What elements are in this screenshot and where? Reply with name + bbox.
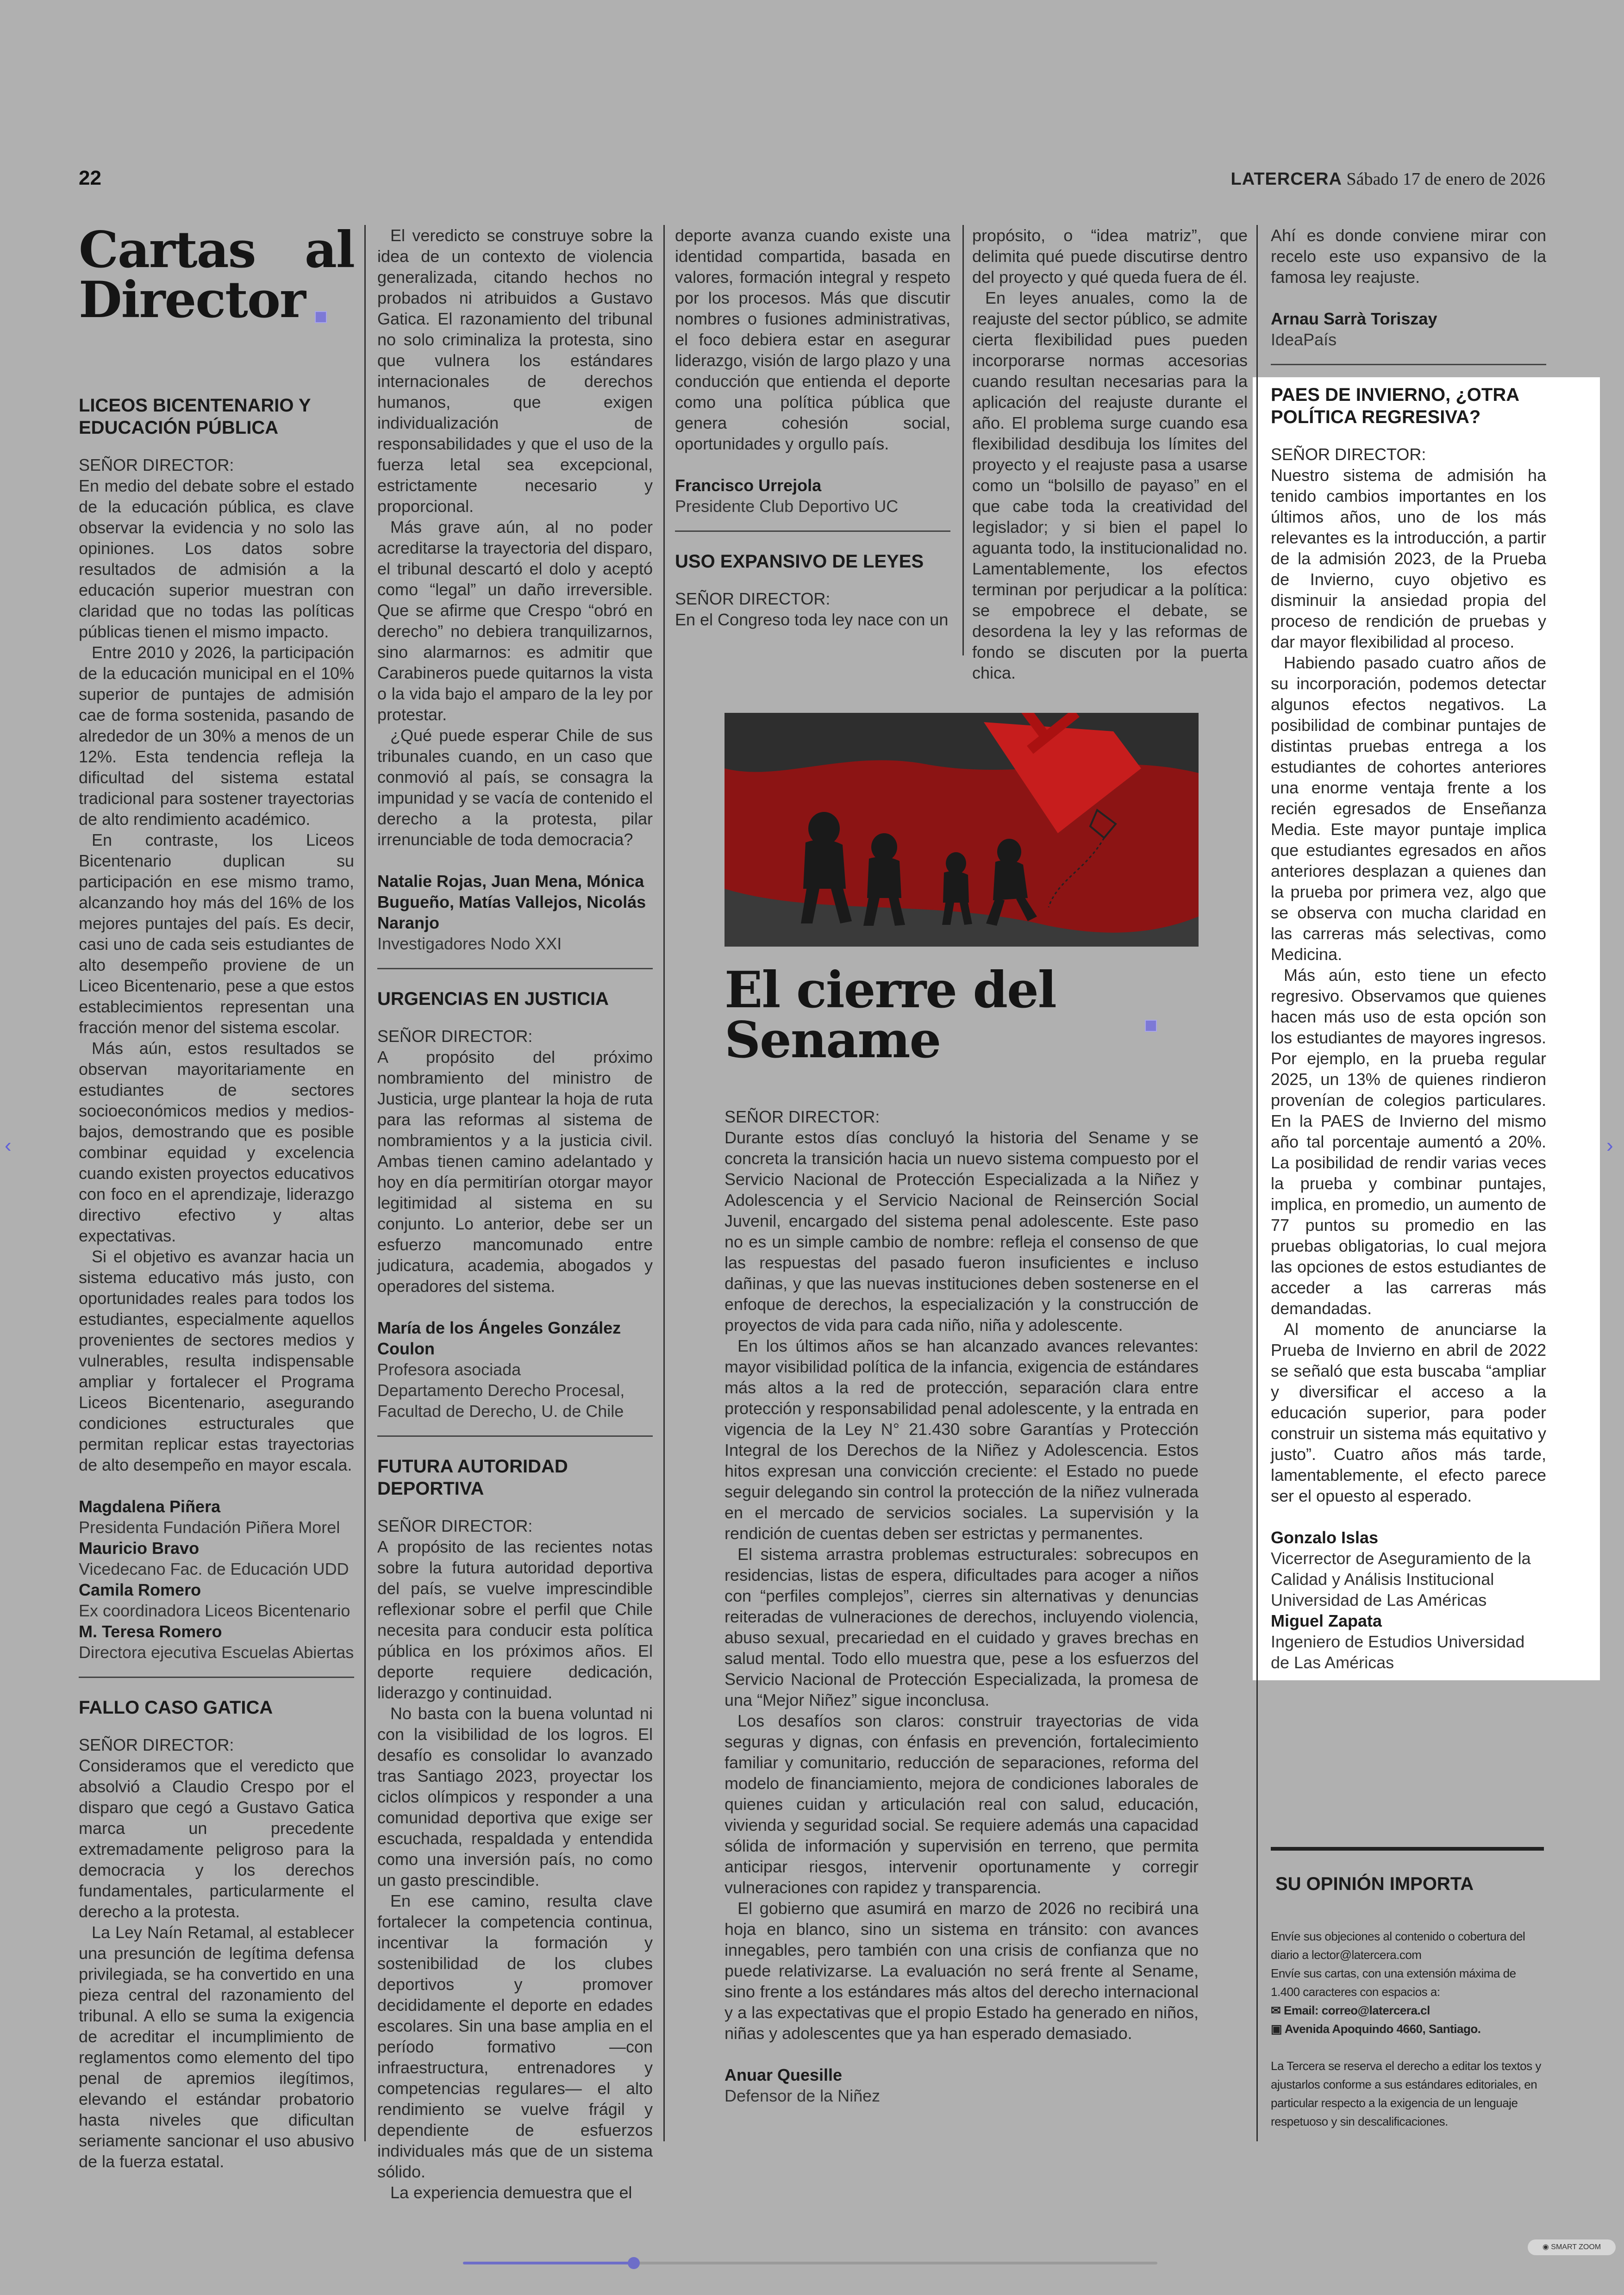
letter-paragraph: En ese camino, resulta clave fortalecer la competencia continua, incentivar la formación y sostenibilidad de los clubes deportivos y promover decididamente el deporte en edades escolares. Sin una base amplia en el período formativo —con infraestructura, entrenadores y competencias regulares— el alto rendimiento se vuelve frágil y dependiente de esfuerzos individuales más que de un sistema sólido. bbox=[377, 1891, 653, 2181]
signer-name: Miguel Zapata bbox=[1271, 1611, 1382, 1630]
sename-illustration bbox=[725, 713, 1199, 947]
opinion-box bbox=[1271, 1847, 1544, 2131]
section-divider bbox=[377, 968, 653, 969]
signer-name: Arnau Sarrà Toriszay bbox=[1271, 309, 1437, 328]
opinion-email bbox=[1271, 2001, 1544, 2020]
signer-role: Profesora asociada bbox=[377, 1360, 521, 1379]
letter-paragraph: Entre 2010 y 2026, la participación de la educación municipal en el 10% superior de puntajes de admisión cae de forma sostenida, pasando de alrededor de un 30% a menos de un 12%. Esta tendencia refleja la dificultad del sistema estatal tradicional para sostener trayectorias de alto rendimiento académico. bbox=[79, 643, 354, 829]
salutation: SEÑOR DIRECTOR: bbox=[377, 1027, 533, 1046]
letter-paragraph: Consideramos que el veredicto que absolvió a Claudio Crespo por el disparo que cegó a Gustavo Gatica marca un precedente extremadamente peligroso para la democracia y los derechos fundamentales, particularmente el derecho a la protesta. bbox=[79, 1756, 354, 1921]
chevron-left-icon[interactable]: ‹ bbox=[5, 1134, 12, 1157]
opinion-line: Envíe sus cartas, con una extensión máxima de 1.400 caracteres con espacios a: bbox=[1271, 1966, 1516, 1999]
smart-zoom-button[interactable] bbox=[1528, 2239, 1616, 2255]
letter-paragraph: El gobierno que asumirá en marzo de 2026 no recibirá una hoja en blanco, sino un sistema en tránsito: con avances innegables, pero también con una crisis de confianza que no puede relativizarse. La evaluación no será frente al Sename, sino frente a los estándares más altos del derecho internacional y a las expectativas que el propio Estado ha generado en niños, niñas y adolescentes que ya han esperado demasiado. bbox=[725, 1899, 1199, 2043]
page-slider-fill bbox=[463, 2262, 634, 2264]
signer-name: María de los Ángeles González Coulon bbox=[377, 1318, 621, 1358]
signer-name: Anuar Quesille bbox=[725, 2065, 843, 2084]
letter-paragraph: deporte avanza cuando existe una identidad compartida, basada en valores, formación integral y respeto por los procesos. Más que discutir nombres o fusiones administrativas, el foco debiera estar en asegurar liderazgo, visión de largo plazo y una conducción que entienda el deporte como una política pública que genera cohesión social, oportunidades y orgullo país. bbox=[675, 226, 950, 453]
column-4 bbox=[972, 225, 1248, 683]
feature-body bbox=[725, 1106, 1199, 2106]
signer-names: Natalie Rojas, Juan Mena, Mónica Bugueño, Matías Vallejos, Nicolás Naranjo bbox=[377, 872, 646, 932]
opinion-title: SU OPINIÓN IMPORTA bbox=[1275, 1874, 1474, 1894]
section-divider bbox=[675, 530, 950, 532]
article-hotspot-icon[interactable] bbox=[1145, 1020, 1157, 1032]
issue-date: Sábado 17 de enero de 2026 bbox=[1346, 169, 1545, 189]
column-divider bbox=[1256, 225, 1258, 2141]
letter-paragraph: Más grave aún, al no poder acreditarse la trayectoria del disparo, el tribunal descartó el dolo y aceptó como “legal” un daño irreversible. Que se afirme que Crespo “obró en derecho” no debiera tranquilizarnos, sino alarmarnos: es admitir que Carabineros puede quitarnos la vista o la vida bajo el amparo de la ley por protestar. bbox=[377, 518, 653, 724]
signer-role: Ingeniero de Estudios Universidad de Las Américas bbox=[1271, 1632, 1525, 1672]
signer-role: Departamento Derecho Procesal, Facultad de Derecho, U. de Chile bbox=[377, 1381, 625, 1421]
letter-title: FUTURA AUTORIDAD DEPORTIVA bbox=[377, 1456, 568, 1499]
signer-role: Presidente Club Deportivo UC bbox=[675, 497, 899, 516]
page-number: 22 bbox=[79, 167, 101, 189]
salutation: SEÑOR DIRECTOR: bbox=[675, 589, 831, 608]
section-title: Cartas al Director bbox=[79, 221, 354, 329]
letter-paragraph: La Ley Naín Retamal, al establecer una presunción de legítima defensa privilegiada, se ha convertido en una pieza central del razonamiento del tribunal. A ello se suma la exigencia de acreditar el incumplimiento de reglamentos como elemento del tipo penal de apremios ilegítimos, elevando el estándar probatorio hasta niveles que dificultan seriamente sancionar el uso abusivo de la fuerza estatal. bbox=[79, 1923, 354, 2171]
masthead bbox=[1230, 169, 1545, 189]
letter-title: PAES DE INVIERNO, ¿OTRA POLÍTICA REGRESIVA? bbox=[1271, 385, 1519, 427]
signer-name: Francisco Urrejola bbox=[675, 476, 822, 495]
letter-paragraph: En medio del debate sobre el estado de la educación pública, es clave observar la evidencia y no solo las opiniones. Los datos sobre resultados de admisión a la educación superior muestran con claridad que no todas las políticas públicas tienen el mismo impacto. bbox=[79, 476, 354, 641]
letter-paragraph: Más aún, esto tiene un efecto regresivo. Observamos que quienes hacen más uso de esta opción son los estudiantes de mayores ingresos. Por ejemplo, en la prueba regular 2025, un 13% de quienes rindieron provenían de colegios particulares. En la PAES de Invierno del mismo año tal porcentaje aumentó a 20%. La posibilidad de rendir varias veces la prueba y combinar puntajes, implica, en promedio, un aumento de 77 puntos su promedio en las pruebas obligatorias, lo cual mejora las opciones de estos estudiantes de acceder a las carreras más demandadas. bbox=[1271, 966, 1546, 1318]
letter-paragraph: propósito, o “idea matriz”, que delimita qué puede discutirse dentro del proyecto y qué queda fuera de él. bbox=[972, 226, 1248, 287]
opinion-disclaimer: La Tercera se reserva el derecho a editar los textos y ajustarlos conforme a sus estándares editoriales, en particular respecto a la exigencia de un lenguaje respetuoso y sin descalificaciones. bbox=[1271, 2059, 1541, 2128]
signer-role: Defensor de la Niñez bbox=[725, 2086, 881, 2105]
column-divider bbox=[962, 225, 964, 655]
signer-name: Gonzalo Islas bbox=[1271, 1528, 1379, 1547]
feature-title: El cierre del Sename bbox=[725, 961, 1056, 1069]
letter-title: USO EXPANSIVO DE LEYES bbox=[675, 551, 924, 572]
email-text: Email: correo@latercera.cl bbox=[1284, 2003, 1430, 2017]
letter-title: FALLO CASO GATICA bbox=[79, 1697, 273, 1718]
letter-paragraph: Durante estos días concluyó la historia del Sename y se concreta la transición hacia un nuevo sistema compuesto por el Servicio Nacional de Protección Especializada a la Niñez y Adolescencia y el Servicio Nacional de Reinserción Social Juvenil, encargado del sistema penal adolescente. Este paso no es un simple cambio de nombre: refleja el consenso de que las respuestas del pasado fueron insuficientes e incluso dañinas, y que las nuevas instituciones deben sostenerse en el enfoque de derechos, la especialización y la construcción de proyectos de vida para cada niño, niña y adolescente. bbox=[725, 1128, 1199, 1335]
letter-paragraph: Nuestro sistema de admisión ha tenido cambios importantes en los últimos años, uno de los más relevantes es la introducción, a partir de la admisión 2023, de la Prueba de Invierno, cuyo objetivo es disminuir la ansiedad propia del proceso de rendición de pruebas y dar mayor flexibilidad al proceso. bbox=[1271, 466, 1546, 651]
eye-icon: ◉ bbox=[1542, 2243, 1551, 2251]
mail-icon: ✉ bbox=[1271, 2003, 1284, 2017]
salutation: SEÑOR DIRECTOR: bbox=[1271, 445, 1426, 464]
page-slider-handle[interactable] bbox=[628, 2257, 640, 2269]
section-divider bbox=[1271, 364, 1546, 365]
letter-paragraph: ¿Qué puede esperar Chile de sus tribunales cuando, en un caso que conmovió al país, se consagra la impunidad y se vacía de contenido el derecho a la protesta, pilar irrenunciable de toda democracia? bbox=[377, 726, 653, 849]
signer-role: IdeaPaís bbox=[1271, 330, 1337, 349]
letter-paragraph: Más aún, estos resultados se observan mayoritariamente en estudiantes de sectores socioeconómicos medios y medios-bajos, demostrando que es posible combinar equidad y excelencia cuando existen proyectos educativos con foco en el aprendizaje, liderazgo directivo efectivo y altas expectativas. bbox=[79, 1039, 354, 1245]
signer-role: Ex coordinadora Liceos Bicentenario bbox=[79, 1601, 350, 1620]
letter-paragraph: A propósito de las recientes notas sobre la futura autoridad deportiva del país, se vuelve imprescindible reflexionar sobre el perfil que Chile necesita para conducir esta política pública en los próximos años. El deporte requiere dedicación, liderazgo y continuidad. bbox=[377, 1537, 653, 1702]
salutation: SEÑOR DIRECTOR: bbox=[725, 1107, 880, 1126]
chevron-right-icon[interactable]: › bbox=[1606, 1134, 1613, 1157]
signer-role: Directora ejecutiva Escuelas Abiertas bbox=[79, 1643, 354, 1662]
letter-paragraph: En leyes anuales, como la de reajuste del sector público, se admite cierta flexibilidad pues pueden incorporarse normas accesorias cuando resultan necesarias para la aplicación del reajuste durante el año. El problema surge cuando esa flexibilidad desdibuja los límites del proyecto y el reajuste pasa a usarse como un “bolsillo de payaso” en el que cabe toda la creatividad del legislador; y si bien el papel lo aguanta todo, la institucionalidad no. Lamentablemente, los efectos terminan por perjudicar a la política: se empobrece el debate, se desordena la ley y las reformas de fondo se discuten por la puerta chica. bbox=[972, 288, 1248, 682]
brand-name: LATERCERA bbox=[1230, 169, 1342, 189]
letter-paragraph: Al momento de anunciarse la Prueba de Invierno en abril de 2022 se señaló que esta buscaba “ampliar y diversificar el acceso a la educación superior, para poder construir un sistema más equitativo y justo”. Cuatro años más tarde, lamentablemente, el efecto parece ser el opuesto al esperado. bbox=[1271, 1320, 1546, 1505]
column-divider bbox=[663, 225, 665, 2141]
box-top-rule bbox=[1271, 1847, 1544, 1851]
opinion-line: Envíe sus objeciones al contenido o cobertura del diario a lector@latercera.com bbox=[1271, 1929, 1525, 1962]
signer-name: Camila Romero bbox=[79, 1580, 201, 1599]
signer-name: Magdalena Piñera bbox=[79, 1497, 221, 1516]
signer-role: Presidenta Fundación Piñera Morel bbox=[79, 1518, 340, 1537]
letter-paragraph: En contraste, los Liceos Bicentenario duplican su participación en ese mismo tramo, alcanzando hoy más del 16% de los mejores puntajes del país. Es decir, casi uno de cada seis estudiantes de alto desempeño proviene de un Liceo Bicentenario, pese a que estos establecimientos representan una fracción menor del sistema escolar. bbox=[79, 830, 354, 1037]
letter-paragraph: El sistema arrastra problemas estructurales: sobrecupos en residencias, listas de espera, dificultades para acoger a niños con “perfiles complejos”, cierres sin alternativas y denuncias reiteradas de vulneraciones de derechos, incluyendo violencia, abuso sexual, precariedad en el cuidado y graves brechas en salud mental. Todo ello muestra que, pese a los esfuerzos del Servicio Nacional de Protección Especializada, la promesa de una “Mejor Niñez” sigue inconclusa. bbox=[725, 1545, 1199, 1709]
letter-title: URGENCIAS EN JUSTICIA bbox=[377, 989, 609, 1009]
section-divider bbox=[377, 1435, 653, 1437]
letter-paragraph: No basta con la buena voluntad ni con la visibilidad de los logros. El desafío es consolidar lo avanzado tras Santiago 2023, proyectar los ciclos olímpicos y responder a una comunidad deportiva que exige ser escuchada, respaldada y entendida como una inversión país, no como un gasto prescindible. bbox=[377, 1704, 653, 1890]
location-icon: ▣ bbox=[1271, 2022, 1285, 2036]
letter-paragraph: Si el objetivo es avanzar hacia un sistema educativo más justo, con oportunidades reales para todos los estudiantes, especialmente aquellos provenientes de sectores medios y vulnerables, resulta indispensable ampliar y fortalecer el Programa Liceos Bicentenario, asegurando condiciones estructurales que permitan replicar estas trayectorias de alto desempeño en mayor escala. bbox=[79, 1247, 354, 1474]
column-2 bbox=[377, 225, 653, 2203]
signer-role: Vicerrector de Aseguramiento de la Calidad y Análisis Institucional Universidad de Las Américas bbox=[1271, 1549, 1531, 1609]
letter-paragraph: Ahí es donde conviene mirar con recelo este uso expansivo de la famosa ley reajuste. bbox=[1271, 226, 1546, 287]
letter-paragraph: En los últimos años se han alcanzado avances relevantes: mayor visibilidad política de la infancia, exigencia de estándares más altos a la red de protección, separación clara entre protección y responsabilidad penal adolescente, y la entrada en vigencia de la Ley N° 21.430 sobre Garantías y Protección Integral de los Derechos de la Niñez y Adolescencia. Estos hitos expresan una convicción creciente: el Estado no puede seguir delegando sin control la protección de la niñez vulnerada en el mercado de servicios sociales. La supervisión y la rendición de cuentas deben ser estrictas y permanentes. bbox=[725, 1336, 1199, 1543]
article-hotspot-icon[interactable] bbox=[315, 311, 327, 323]
letter-paragraph: A propósito del próximo nombramiento del ministro de Justicia, urge plantear la hoja de ruta para las reformas al sistema de nombramientos y a la justicia civil. Ambas tienen camino adelantado y hoy en día permitirían otorgar mayor legitimidad al sistema en su conjunto. Lo anterior, debe ser un esfuerzo mancomunado entre judicatura, academia, abogados y operadores del sistema. bbox=[377, 1048, 653, 1296]
column-1 bbox=[79, 221, 354, 2172]
opinion-address bbox=[1271, 2020, 1544, 2038]
zoom-label: SMART ZOOM bbox=[1551, 2243, 1601, 2251]
letter-paragraph: Habiendo pasado cuatro años de su incorporación, podemos detectar algunos efectos negativos. La posibilidad de combinar puntajes de distintas pruebas entrega a los estudiantes de cohortes anteriores una enorme ventaja frente a los recién egresados de Enseñanza Media. Este mayor puntaje implica que estudiantes egresados en años anteriores desplazan a quienes dan la prueba por primera vez, algo que se observa con mucha claridad en las carreras más selectivas, como Medicina. bbox=[1271, 653, 1546, 964]
column-3 bbox=[675, 225, 950, 630]
salutation: SEÑOR DIRECTOR: bbox=[79, 455, 234, 474]
signer-role: Vicedecano Fac. de Educación UDD bbox=[79, 1559, 349, 1578]
letter-title: LICEOS BICENTENARIO Y EDUCACIÓN PÚBLICA bbox=[79, 395, 311, 438]
signer-name: Mauricio Bravo bbox=[79, 1539, 200, 1558]
salutation: SEÑOR DIRECTOR: bbox=[79, 1735, 234, 1754]
salutation: SEÑOR DIRECTOR: bbox=[377, 1516, 533, 1535]
signer-name: M. Teresa Romero bbox=[79, 1622, 222, 1641]
letter-paragraph: La experiencia demuestra que el bbox=[390, 2183, 632, 2202]
address-text: Avenida Apoquindo 4660, Santiago. bbox=[1284, 2022, 1481, 2036]
letter-paragraph: Los desafíos son claros: construir trayectorias de vida seguras y dignas, con énfasis en prevención, fortalecimiento familiar y comunitario, reducción de separaciones, reforma del modelo de financiamiento, mejora de condiciones laborales de quienes cuidan y articulación real con salud, educación, vivienda y seguridad social. Se requiere además una capacidad sólida de información y supervisión en terreno, que permita anticipar riesgos, intervenir oportunamente y corregir vulneraciones con rapidez y transparencia. bbox=[725, 1711, 1199, 1897]
column-5 bbox=[1271, 225, 1546, 1673]
letter-paragraph: El veredicto se construye sobre la idea de un contexto de violencia generalizada, citando hechos no probados ni atribuidos a Gustavo Gatica. El razonamiento del tribunal no solo criminaliza la protesta, sino que vulnera los estándares internacionales de derechos humanos, que exigen individualización de responsabilidades y que el uso de la fuerza letal sea excepcional, estrictamente necesario y proporcional. bbox=[377, 226, 653, 516]
letter-paragraph: En el Congreso toda ley nace con un bbox=[675, 610, 949, 629]
column-divider bbox=[364, 225, 366, 2141]
signer-role: Investigadores Nodo XXI bbox=[377, 934, 562, 953]
section-divider bbox=[79, 1677, 354, 1678]
